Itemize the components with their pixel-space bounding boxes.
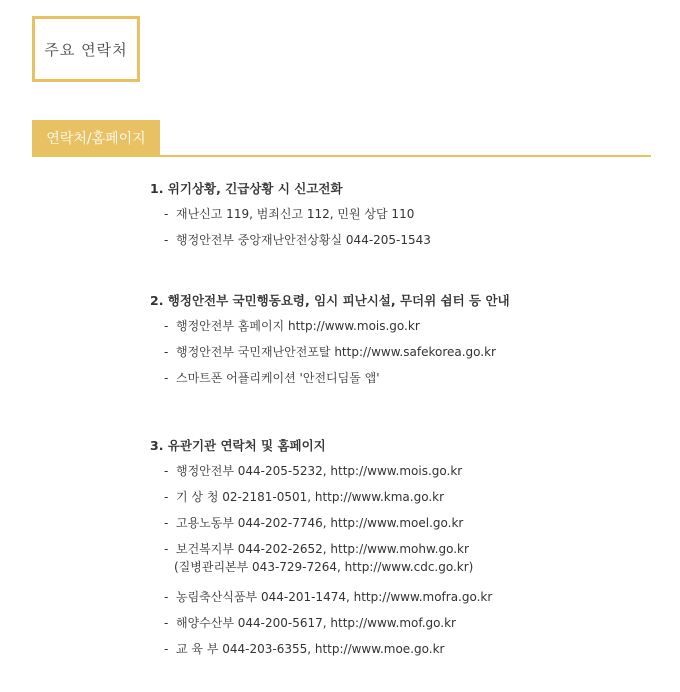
list-item[interactable]: - 행정안전부 044-205-5232, http://www.mois.go.kr	[164, 464, 463, 478]
list-item[interactable]: - 교 육 부 044-203-6355, http://www.moe.go.kr	[164, 642, 445, 656]
list-item-text: 재난신고 119, 범죄신고 112, 민원 상담 110	[176, 207, 415, 221]
list-item-text: 보건복지부 044-202-2652, http://www.mohw.go.kr	[176, 542, 469, 556]
list-item[interactable]: - 보건복지부 044-202-2652, http://www.mohw.go.kr (질병관리본부 043-729-7264, http://www.cdc.go.kr)	[150, 540, 630, 588]
list-item-text: 스마트폰 어플리케이션 '안전디딤돌 앱'	[176, 371, 380, 385]
tab-label: 연락처/홈페이지	[46, 130, 146, 147]
list-item: - 재난신고 119, 범죄신고 112, 민원 상담 110	[164, 207, 415, 221]
list-item[interactable]: - 고용노동부 044-202-7746, http://www.moel.go.kr	[164, 516, 464, 530]
list-item-text: 행정안전부 044-205-5232, http://www.mois.go.kr	[176, 464, 463, 478]
contact-sections	[150, 180, 630, 666]
tab-bar	[32, 120, 651, 157]
list-item: - 스마트폰 어플리케이션 '안전디딤돌 앱'	[164, 371, 380, 385]
list-item-text: 농림축산식품부 044-201-1474, http://www.mofra.go.kr	[176, 590, 493, 604]
section-heading: 2. 행정안전부 국민행동요령, 임시 피난시설, 무더위 쉼터 등 안내	[150, 293, 510, 308]
section-emergency-calls	[150, 180, 630, 283]
list-item[interactable]: - 기 상 청 02-2181-0501, http://www.kma.go.kr	[164, 490, 445, 504]
list-item-text: 해양수산부 044-200-5617, http://www.mof.go.kr	[176, 616, 456, 630]
list-item[interactable]: - 해양수산부 044-200-5617, http://www.mof.go.kr	[164, 616, 456, 630]
list-item-text: 행정안전부 홈페이지 http://www.mois.go.kr	[176, 319, 420, 333]
section-related-agencies	[150, 437, 630, 666]
section-heading: 3. 유관기관 연락처 및 홈페이지	[150, 438, 326, 453]
list-item: - 행정안전부 중앙재난안전상황실 044-205-1543	[164, 233, 431, 247]
list-item[interactable]: - 농림축산식품부 044-201-1474, http://www.mofra.go.kr	[164, 590, 493, 604]
page-title-box	[32, 16, 140, 82]
list-item-text: 교 육 부 044-203-6355, http://www.moe.go.kr	[176, 642, 445, 656]
list-item-text: 고용노동부 044-202-7746, http://www.moel.go.kr	[176, 516, 464, 530]
list-item-text: 기 상 청 02-2181-0501, http://www.kma.go.kr	[176, 490, 445, 504]
page-title: 주요 연락처	[44, 40, 128, 59]
list-item-subtext: (질병관리본부 043-729-7264, http://www.cdc.go.kr)	[174, 560, 474, 574]
list-item-text: 행정안전부 국민재난안전포탈 http://www.safekorea.go.kr	[176, 345, 496, 359]
list-item[interactable]: - 행정안전부 국민재난안전포탈 http://www.safekorea.go.kr	[164, 345, 496, 359]
list-item-text: 행정안전부 중앙재난안전상황실 044-205-1543	[176, 233, 431, 247]
list-item[interactable]: - 행정안전부 홈페이지 http://www.mois.go.kr	[164, 319, 420, 333]
section-mois-guidance	[150, 292, 630, 437]
tab-contacts-homepage[interactable]	[32, 120, 160, 155]
section-heading: 1. 위기상황, 긴급상황 시 신고전화	[150, 181, 343, 196]
